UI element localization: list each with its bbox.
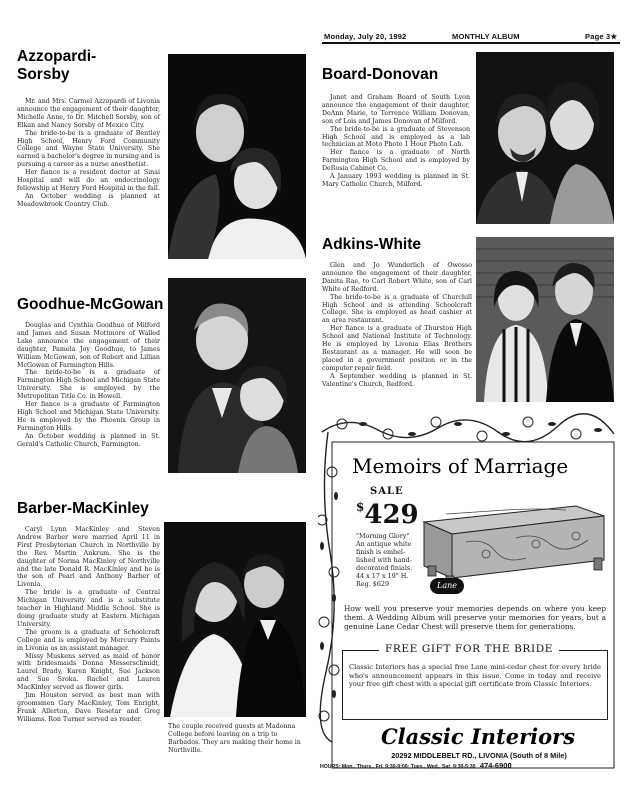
paragraph: The bride-to-be is a graduate of Stevenson High School and is employed as a lab technician at Moto Photo 1 Hour Photo Lab. [322,125,470,149]
paragraph: Douglas and Cynthia Goodhue of Milford and James and Susan Mottmore of Walled Lake announce the engagement of their daughter, Pamela Joy Goodhue, to James William McGowan, son of Robert and Lillian McGowan of Farmington Hills. [17,322,160,369]
paragraph: Caryl Lynn MacKinley and Steven Andrew Barber were married April 11 in First Presbyterian Church in Northville by the Rev. Martin Ankrum. She is the daughter of Norma MacKinley of Northville and the late Donald R. MacKinley and he is the son of Pearl and Anthony Barber of Livonia. [17,526,160,589]
paragraph: An October wedding is planned in St. Gerald's Catholic Church, Farmington. [17,432,160,448]
photo-caption: The couple received guests at Madonna College before leaving on a trip to Barbados. They are making their home in Northville. [168,723,301,754]
store-phone: 474-6900 [479,761,512,770]
article-body [17,526,160,724]
product-line: finish is embel- [356,548,406,556]
store-address: 20292 MIDDLEBELT RD., LIVONIA (South of 8 Mile) [391,751,567,760]
header-rule [322,42,620,44]
product-line: decorated finials. [356,564,413,572]
paragraph: Mr. and Mrs. Carmel Azzopardi of Livonia announce the engagement of their daughter, Michelle Anne, to Dr. Mitchell Sorsby, son of Elkan and Nancy Sorsby of Mexico City. [17,98,160,129]
gift-text: Classic Interiors has a special free Lane mini-cedar chest for every bride who's announcement appears in this issue. Come in today and receive your free gift chest with a special gift certificate from Classic Interiors. [349,663,601,689]
store-name: Classic Interiors [380,724,576,749]
article-body [17,98,160,209]
paragraph: A January 1993 wedding is planned in St. Mary Catholic Church, Milford. [322,173,470,188]
gift-heading: FREE GIFT FOR THE BRIDE [379,643,559,655]
product-line: lished with hand- [356,556,412,564]
paragraph: The bride-to-be is a graduate of Bentley High School, Henry Ford Community College and Wayne State University. She earned a bachelor's degree in nursing and is pursuing a career as a nurse anesthetist. [17,129,160,169]
article-title: Goodhue-McGowan [17,296,164,313]
paragraph: The groom is a graduate of Schoolcraft College and is employed by Mercury Paints in Livonia as an assistant manager. [17,628,160,652]
article-body [322,94,470,189]
paragraph: The bride-to-be is a graduate of Farmington High School and Michigan State University. She is employed by the Metropolitan Title Co. in Howell. [17,369,160,401]
header-date: Monday, July 20, 1992 [324,32,407,41]
paragraph: An October wedding is planned at Meadowbrook Country Club. [17,192,160,208]
article-body [322,262,472,389]
paragraph: Her fiance is a graduate of Thurston High School and National Institute of Technology. He is employed by Livonia Elias Brothers Restaurant as a manager. He will soon be placed in a government position or in the computer repair field. [322,325,472,372]
cedar-chest-image [416,498,608,590]
paragraph: Janet and Graham Board of South Lyon announce the engagement of their daughter, DeAnn Marie, to Terrence William Donovan, son of Lois and James Donovan of Milford. [322,94,470,125]
ad-body: How well you preserve your memories depends on where you keep them. A Wedding Album will preserve your memories for years, but a genuine Lane Cedar Chest will preserve them for generations. [344,604,606,631]
price-dollar: $ [356,500,365,514]
header-section: MONTHLY ALBUM [452,32,520,41]
store-hours [320,761,616,770]
product-line: Reg. $629 [356,580,390,588]
couple-photo [476,52,614,224]
hours-text: HOURS: Mon., Thurs., Fri. 9:30-9:00; Tues., Wed., Sat. 9:30-5:30 [320,764,476,770]
header-page: Page 3★ [585,32,618,41]
sale-label: SALE [370,486,404,497]
product-line: An antique white [356,540,412,548]
paragraph: A September wedding is planned in St. Valentine's Church, Redford. [322,372,472,388]
paragraph: Her fiance is a resident doctor at Sinai Hospital and will do an endocrinology fellowship at Henry Ford Hospital in the fall. [17,169,160,192]
product-line: "Morning Glory" [356,532,410,540]
article-title: Sorsby [17,66,70,83]
paragraph: The bride-to-be is a graduate of Churchill High School and is attending Schoolcraft College. She is employed as head cashier at an area restaurant. [322,293,472,325]
paragraph: Glen and Jo Wunderlich of Owosso announce the engagement of their daughter, Danita Rae, to Carl Robert White, son of Carl White of Redford. [322,262,472,293]
couple-photo [164,522,306,717]
lane-badge: Lane [430,578,464,594]
article-body [17,322,160,449]
couple-photo [168,54,306,259]
advertisement [318,412,618,772]
price-value: 429 [364,500,419,530]
product-line: 44 x 17 x 19" H. [356,572,409,580]
paragraph: Her fiance is a graduate of North Farmington High School and is employed by DeRosia Cabinet Co. [322,149,470,173]
paragraph: Her fiance is a graduate of Farmington High School and Michigan State University. He is employed by the Phoenix Group in Farmington Hills. [17,401,160,432]
price [356,500,419,530]
paragraph: Missy Muskens served as maid of honor with bridesmaids Donna Messerschmidt, Laurel Brady, Karen Knight, Sue Jackson and Sue Sroka. Rachel and Lauren MacKinley served as flower girls. [17,652,160,692]
article-title: Adkins-White [322,236,422,253]
article-title: Barber-MacKinley [17,500,149,517]
ad-title: Memoirs of Marriage [352,454,569,478]
couple-photo [476,237,614,402]
article-title: Board-Donovan [322,66,439,83]
article-title: Azzopardi- [17,48,97,65]
couple-photo [168,278,306,473]
product-details [356,532,412,588]
paragraph: The bride is a graduate of Central Michigan University and is a substitute teacher in Highland Middle School. She is doing graduate study at Eastern Michigan University. [17,589,160,628]
paragraph: Jim Houston served as best man with groomsmen Gary MacKinley, Tom Enright, Frank Allerton, Dave Resetar and Greg Williams. Ron Turner served as reader. [17,692,160,723]
gift-box [342,643,608,720]
